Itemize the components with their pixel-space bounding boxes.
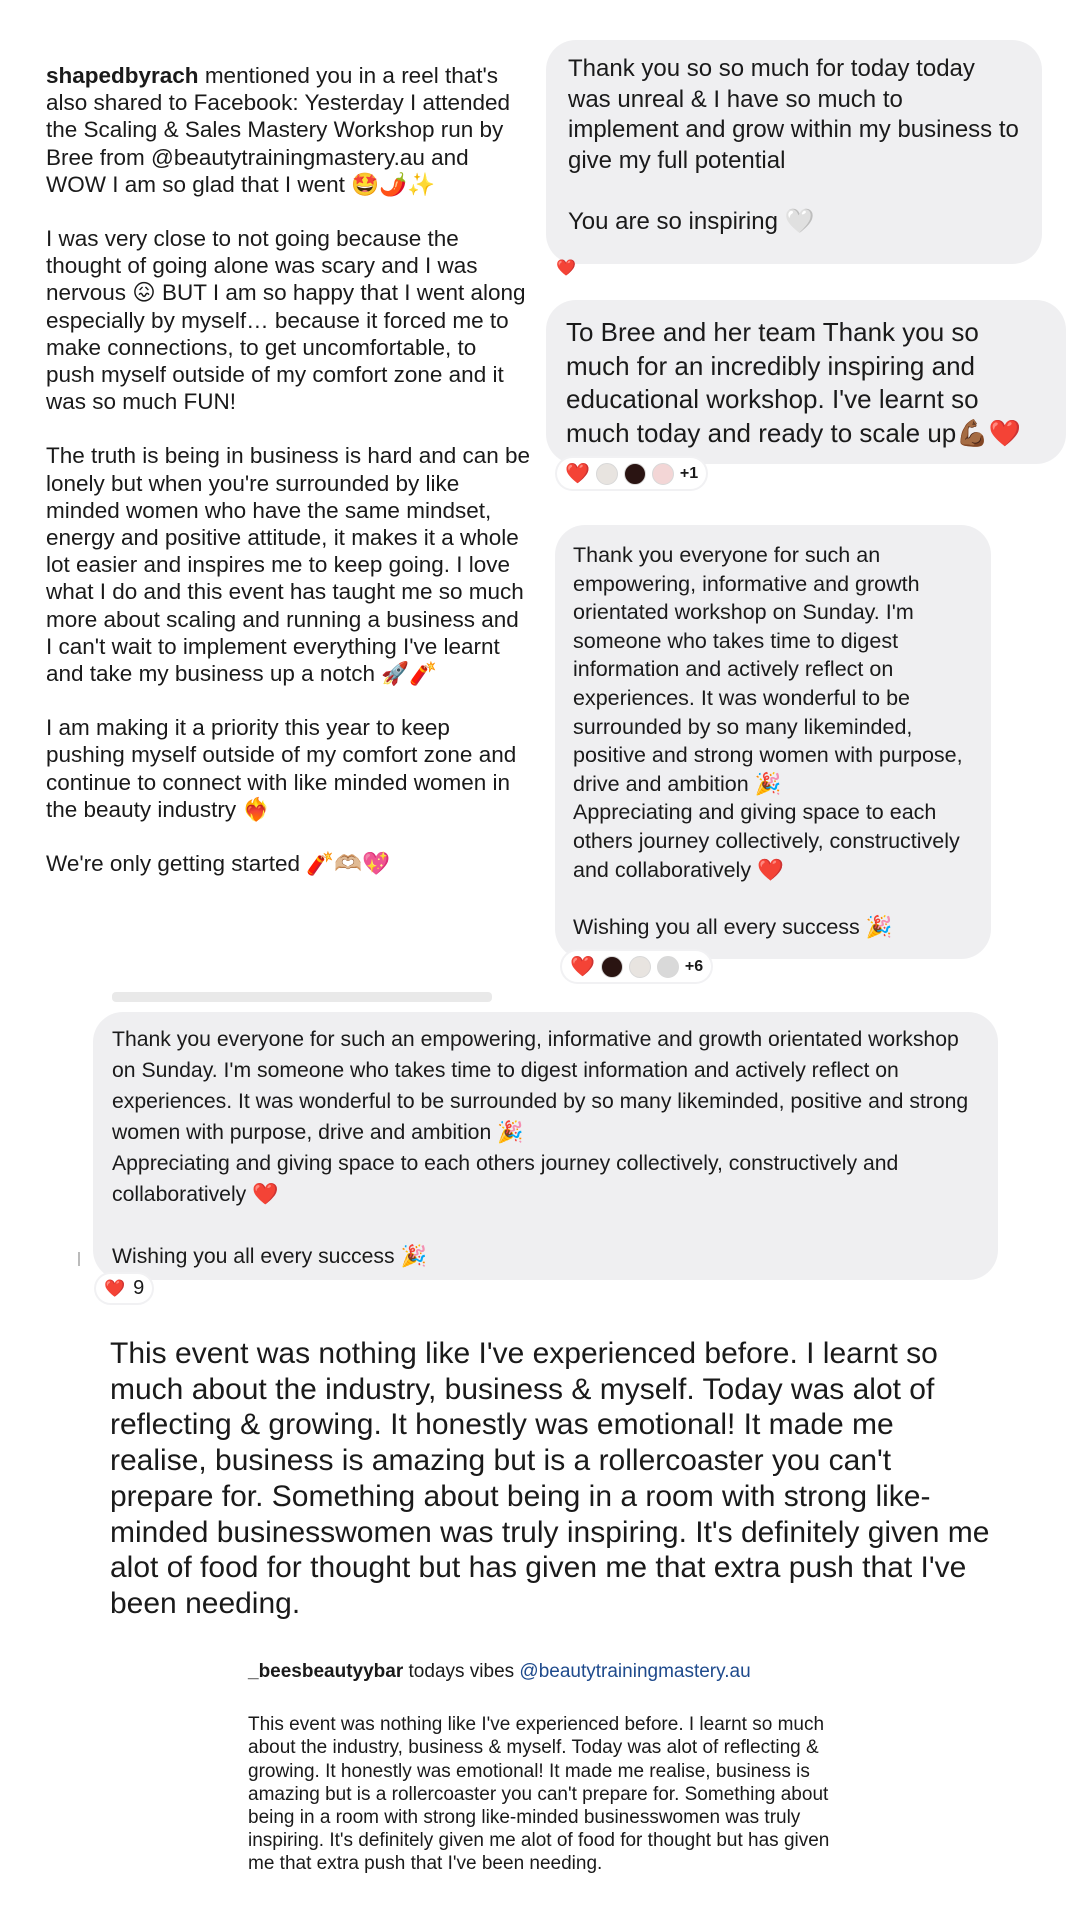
message-bubble[interactable]: Thank you everyone for such an empowering, informative and growth orientated workshop on Sunday. I'm someone who takes time to digest information and actively reflect on experiences. It was wonderful to be surrounded by so many likeminded, positive and strong women with purpose, drive and ambition 🎉 Appreciating and giving space to each others journey collectively, constructively and collaboratively ❤️ Wishing you all every success 🎉 (555, 525, 991, 959)
testimonial-quote: This event was nothing like I've experienced before. I learnt so much about the industry, business & myself. Today was alot of reflecting & growing. It honestly was emotional! It made me realise, business is amazing but is a rollercoaster you can't prepare for. Something about being in a room with strong like-minded businesswomen was truly inspiring. It's definitely given me alot of food for thought but has given me that extra push that I've been needing. (110, 1337, 990, 1620)
mention-paragraph: I was very close to not going because the thought of going alone was scary and I was nervous 😖 BUT I am so happy that I went along especially by myself… because it forced me to make connections, to get uncomfortable, to push myself outside of my comfort zone and it was so much FUN! (46, 226, 526, 415)
avatar (624, 463, 646, 485)
caption-username[interactable]: _beesbeautyybar (248, 1661, 404, 1682)
mention-paragraph: We're only getting started 🧨🫶🏼💖 (46, 851, 391, 877)
reaction-heart-icon: ❤️ (556, 260, 576, 277)
caption-body: This event was nothing like I've experienced before. I learnt so much about the industry, business & myself. Today was alot of reflecting & growing. It honestly was emotional! It made me realise, business is amazing but is a rollercoaster you can't prepare for. Something about being in a room with strong like-minded businesswomen was truly inspiring. It's definitely given me alot of food for thought but has given me that extra push that I've been needing. (248, 1714, 830, 1875)
message-bubble[interactable]: Thank you so so much for today today was unreal & I have so much to implement and grow within my business to give my full potential You are so inspiring 🤍 (546, 40, 1042, 264)
reaction-bar[interactable] (96, 1274, 152, 1303)
caption-header: _beesbeautyybar todays vibes @beautytrainingmastery.au (248, 1661, 751, 1682)
reaction-count: +6 (684, 957, 704, 975)
mention-intro: shapedbyrach mentioned you in a reel that's also shared to Facebook: Yesterday I attended the Scaling & Sales Mastery Workshop run by Bree from @beautytrainingmastery.au and WOW I am so glad that I went 🤩🌶️✨ (46, 63, 511, 197)
caption-post (248, 1660, 848, 1876)
reaction-bar[interactable] (557, 458, 706, 489)
avatar (652, 463, 674, 485)
mention-notification (46, 62, 531, 904)
mention-paragraph: The truth is being in business is hard and can be lonely but when you're surrounded by like minded women who have the same mindset, energy and positive attitude, it makes it a whole lot easier and inspires me to keep going. I love what I do and this event has taught me so much more about scaling and running a business and I can't wait to implement everything I've learnt and take my business up a notch 🚀🧨 (46, 443, 531, 687)
reaction-count: 9 (133, 1277, 145, 1299)
heart-icon: ❤️ (565, 463, 590, 485)
mention-username[interactable]: shapedbyrach (46, 63, 199, 88)
avatar (629, 956, 651, 978)
mention-link[interactable]: @beautytrainingmastery.au (519, 1661, 751, 1682)
message-bubble[interactable]: To Bree and her team Thank you so much for an incredibly inspiring and educational workshop. I've learnt so much today and ready to scale up💪🏾❤️ (546, 300, 1066, 464)
avatar (601, 956, 623, 978)
mention-paragraph: I am making it a priority this year to keep pushing myself outside of my comfort zone and continue to connect with like minded women in the beauty industry ❤️‍🔥 (46, 715, 517, 822)
heart-icon: ❤️ (104, 1278, 126, 1298)
reaction-bar[interactable] (562, 951, 711, 982)
avatar (657, 956, 679, 978)
avatar (596, 463, 618, 485)
heart-icon: ❤️ (570, 956, 595, 978)
cropped-sender-line (112, 992, 492, 1002)
message-bubble[interactable]: Thank you everyone for such an empowering, informative and growth orientated workshop on Sunday. I'm someone who takes time to digest information and actively reflect on experiences. It was wonderful to be surrounded by so many likeminded, positive and strong women with purpose, drive and ambition 🎉 Appreciating and giving space to each others journey collectively, constructively and collaboratively ❤️ Wishing you all every success 🎉 (93, 1012, 998, 1280)
reaction-count: +1 (679, 464, 699, 482)
divider (78, 1252, 80, 1266)
